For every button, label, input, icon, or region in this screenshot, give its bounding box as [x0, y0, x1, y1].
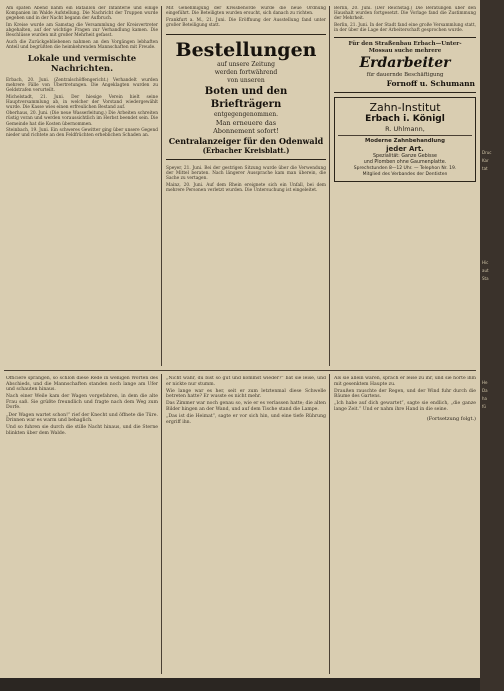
column-right — [334, 6, 476, 368]
edge-fragment: tat — [482, 166, 488, 171]
column-rule-1 — [161, 6, 162, 366]
ad-line: Man erneuere das — [215, 118, 277, 127]
edge-fragment: Sta — [482, 276, 489, 281]
job-ad-line: Für den Straßenbau Erbach—Unter- — [348, 40, 462, 47]
news-item: Oberhaus, 20. Juni. (Die neue Wasserleitung.) Die Arbeiten schreiten rüstig voran und werden voraussichtlich im Herbst beendet sein. Die Gemeinde hat die Kosten übernommen. — [6, 111, 158, 127]
feuilleton-middle — [166, 376, 326, 674]
edge-fragment: Da — [482, 388, 488, 393]
news-item: Michelstadt, 21. Juni. Der hiesige Verein hielt seine Hauptversammlung ab, in welcher der Vorstand wiedergewählt wurde. Die Kasse wies einen erfreulichen Bestand auf. — [6, 94, 158, 110]
paragraph: Frankfurt a. M., 21. Juni. Die Eröffnung der Ausstellung fand unter großer Beteiligung statt. — [166, 17, 326, 28]
paragraph: Am späten Abend nahm ein Bataillon der Infanterie und einige Kompanien im Walde Aufstellung. Die Nachricht der Truppen wurde gegeben und in der Nacht begann der Aufbruch. — [6, 6, 158, 22]
paragraph: Und so fuhren sie durch die stille Nacht hinaus, und die Sterne blinkten über dem Walde. — [6, 425, 158, 436]
dental-line: und Plomben ohne Gaumenplatte. — [363, 159, 447, 165]
job-ad-line: Mossau suche mehrere — [368, 47, 442, 54]
paragraph: Auch die Zurückgebliebenen nahmen an den Vorgängen lebhaften Anteil und begrüßten die heimkehrenden Mannschaften mit Freude. — [6, 39, 158, 50]
paragraph: Nach einer Weile kam der Wagen vorgefahren, in dem die alte Frau saß. Sie grüßte freundlich und fragte nach dem Weg zum Dorfe. — [6, 394, 158, 411]
dental-title: Zahn-Institut — [369, 100, 441, 114]
paragraph: Officiere sprangen, so schloß diese Rede in wenigen Worten des Abschieds, und die Mannschaften standen noch lange am Ufer und schauten hinaus. — [6, 376, 158, 393]
ad-line: auf unsere Zeitung — [217, 60, 275, 68]
ad-publisher-sub: (Erbacher Kreisblatt.) — [202, 145, 290, 155]
column-middle — [166, 6, 326, 368]
paragraph: Wie lange war es her, seit er zum letztenmal diese Schwelle betreten hatte? Er wusste es nicht mehr. — [166, 388, 326, 400]
dental-line: Spezialität: Ganze Gebisse — [372, 153, 438, 159]
dental-ad — [334, 97, 476, 182]
paragraph: „Nicht wahr, du bist so gut und kommst wieder?“ bat sie leise, und er nickte nur stumm. — [166, 376, 326, 387]
column-rule-lower-1 — [161, 374, 162, 674]
job-ad-line: für dauernde Beschäftigung — [366, 71, 444, 78]
edge-fragment: He — [482, 380, 488, 385]
paragraph: „Der Wagen wartet schon!“ rief der Knecht und öffnete die Türe. Drinnen war es warm und behaglich. — [6, 412, 158, 424]
ad-line: entgegengenommen. — [213, 110, 279, 118]
dental-line: Mitglied des Verbandes der Dentisten — [362, 171, 448, 177]
job-ad-signature: Fornoff u. Schumann — [386, 78, 475, 88]
ad-line: werden fortwährend — [214, 68, 278, 76]
ad-line: Abonnement sofort! — [213, 126, 279, 135]
edge-fragment: Druc — [482, 150, 492, 155]
section-divider — [4, 370, 476, 371]
edge-fragment: Hic — [482, 260, 489, 265]
bottom-shadow — [0, 678, 480, 691]
edge-fragment: fü — [482, 404, 486, 409]
ad-line: von unseren — [227, 76, 265, 84]
dental-divider — [338, 135, 472, 136]
paragraph: „Ich habe auf dich gewartet“, sagte sie endlich, „die ganze lange Zeit.“ Und er nahm ihre Hand in die seine. — [334, 401, 476, 412]
news-item: Erbach, 20. Juni. (Zentralschöffengericht.) Verhandelt wurden mehrere Fälle von Übertretungen. Die Angeklagten wurden zu Geldstrafen verurteilt. — [6, 77, 158, 93]
adjacent-page-edge — [480, 0, 504, 691]
paragraph: Berlin, 20. Juni. (Der Reichstag.) Die Beratungen über den Haushalt wurden fortgesetzt. Die Vorlage fand die Zustimmung der Mehrheit. — [334, 6, 476, 22]
paragraph: Berlin, 21. Juni. In der Stadt fand eine große Versammlung statt, in der über die Lage der Arbeiterschaft gesprochen wurde. — [334, 22, 476, 33]
column-rule-2 — [329, 6, 330, 366]
job-ad — [334, 37, 476, 93]
dental-title-2: Erbach i. Königl — [365, 113, 445, 124]
paragraph: „Das ist die Heimat“, sagte er vor sich hin, und eine tiefe Rührung ergriff ihn. — [166, 414, 326, 425]
edge-fragment: aut — [482, 268, 489, 273]
paragraph: Mainz, 20. Juni. Auf dem Rhein ereignete sich ein Unfall, bei dem mehrere Personen verletzt wurden. Die Untersuchung ist eingeleitet. — [166, 182, 326, 193]
section-title: Lokale und vermischte Nachrichten. — [27, 53, 137, 74]
subscription-ad — [166, 34, 326, 160]
edge-fragment: ha — [482, 396, 487, 401]
continued-note: (Fortsetzung folgt.) — [426, 415, 476, 422]
paragraph: Draußen rauschte der Regen, und der Wind fuhr durch die Bäume des Gartens. — [334, 388, 476, 400]
ad-line-bold: Boten und den Briefträgern — [204, 85, 288, 110]
column-rule-lower-2 — [329, 374, 330, 674]
paragraph: Das Zimmer war noch genau so, wie er es verlassen hatte; die alten Bilder hingen an der Wand, und auf dem Tische stand die Lampe. — [166, 401, 326, 412]
paragraph: Speyer, 21. Juni. Bei der gestrigen Sitzung wurde über die Verwendung der Mittel beraten. Nach längerer Aussprache kam man überein, die Sache zu vertagen. — [166, 165, 326, 182]
ad-publisher: Centralanzeiger für den Odenwald — [168, 135, 324, 146]
column-left — [6, 6, 158, 368]
job-ad-title: Erdarbeiter — [359, 54, 451, 71]
feuilleton-right — [334, 376, 476, 674]
dental-name: R. Uhlmann, — [385, 124, 425, 133]
paragraph: Im Kreise wurde am Samstag die Versammlung der Kreisvertreter abgehalten, auf der wichtige Fragen zur Verhandlung kamen. Die Beschlüsse wurden mit großer Mehrheit gefasst. — [6, 22, 158, 38]
feuilleton-left — [6, 376, 158, 674]
dental-line: Sprechstunden 8—12 Uhr. — Telephon Nr. 19. — [353, 165, 457, 171]
dental-line: jeder Art. — [386, 144, 424, 153]
paragraph: Mit Genehmigung der Kreisbehörde wurde die neue Ordnung eingeführt. Die Beteiligten wurden ersucht, sich danach zu richten. — [166, 6, 326, 17]
news-item: Steinbach, 19. Juni. Ein schweres Gewitter ging über unsere Gegend nieder und richtete an den Feldfrüchten erheblichen Schaden an. — [6, 128, 158, 139]
paragraph: Als sie allein waren, sprach er leise zu ihr, und sie hörte ihm mit gesenktem Haupte zu. — [334, 376, 476, 387]
ad-title: Bestellungen — [175, 38, 317, 61]
dental-line: Moderne Zahnbehandlung — [365, 137, 445, 144]
edge-fragment: Kar — [482, 158, 489, 163]
